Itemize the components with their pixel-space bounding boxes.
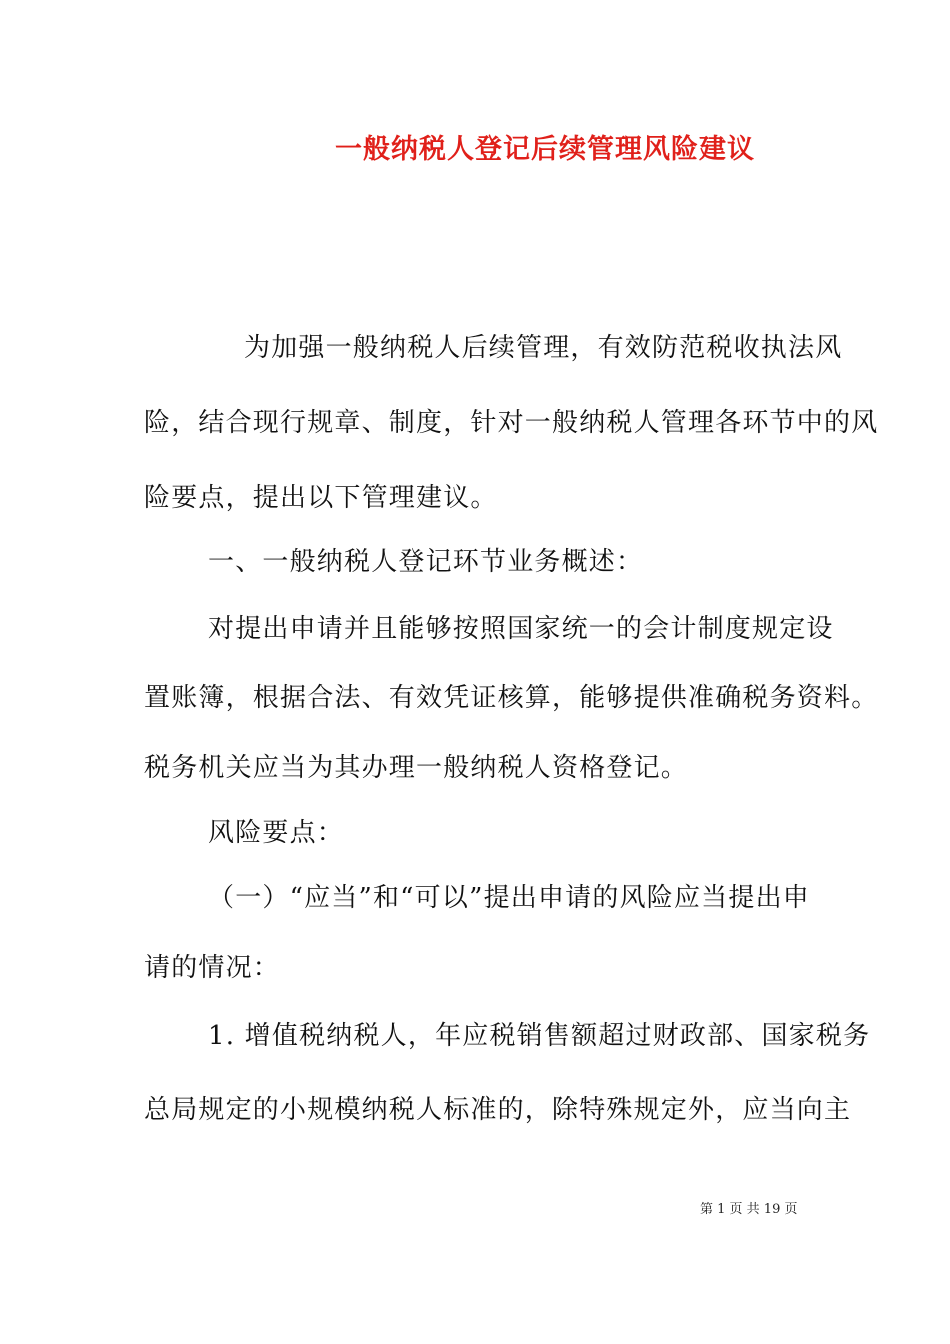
paragraph-line: 税务机关应当为其办理一般纳税人资格登记。 bbox=[144, 753, 689, 783]
paragraph-line: 险，结合现行规章、制度，针对一般纳税人管理各环节中的风 bbox=[144, 408, 879, 438]
document-title: 一般纳税人登记后续管理风险建议 bbox=[335, 134, 755, 165]
paragraph-line: 对提出申请并且能够按照国家统一的会计制度规定设 bbox=[208, 614, 834, 644]
section-heading: 一、一般纳税人登记环节业务概述： bbox=[208, 547, 644, 577]
paragraph-line: （一）“应当”和“可以”提出申请的风险应当提出申 bbox=[208, 883, 810, 913]
paragraph-line: 请的情况： bbox=[144, 953, 281, 983]
subheading: 风险要点： bbox=[208, 818, 345, 848]
page-number: 第 1 页 共 19 页 bbox=[700, 1202, 798, 1217]
paragraph-line: 1. 增值税纳税人，年应税销售额超过财政部、国家税务 bbox=[208, 1021, 871, 1051]
paragraph-line: 总局规定的小规模纳税人标准的，除特殊规定外，应当向主 bbox=[144, 1095, 852, 1125]
paragraph-line: 为加强一般纳税人后续管理，有效防范税收执法风 bbox=[244, 333, 843, 363]
paragraph-line: 置账簿，根据合法、有效凭证核算，能够提供准确税务资料。 bbox=[144, 683, 879, 713]
paragraph-line: 险要点，提出以下管理建议。 bbox=[144, 483, 498, 513]
